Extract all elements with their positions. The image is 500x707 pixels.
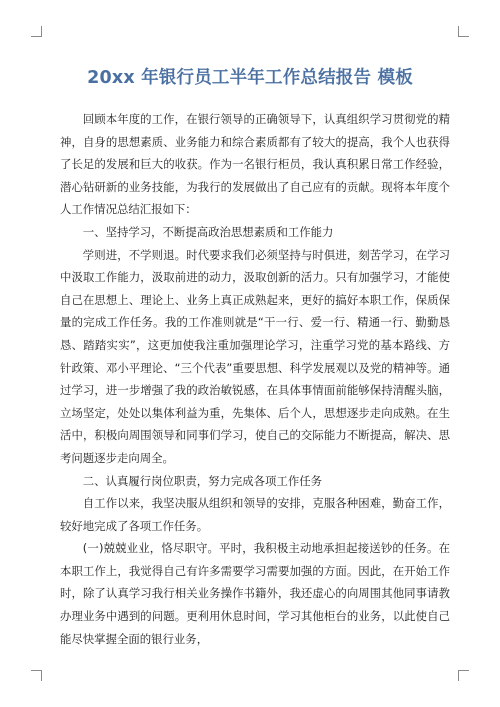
intro-paragraph: 回顾本年度的工作，在银行领导的正确领导下，认真组织学习贯彻党的精神，自身的思想素质、业务能力和综合素质都有了较大的提高，我个人也获得了长足的发展和巨大的收获。作为一名银行柜员，我认真积累日常工作经验，潜心钻研新的业务技能，为我行的发展做出了自己应有的贡献。现将本年度个人工作情况总结汇报如下： <box>60 112 450 217</box>
document-title: 20xx 年银行员工半年工作总结报告 模板 <box>87 68 413 88</box>
section-2-paragraph-1: 自工作以来，我坚决服从组织和领导的安排，克服各种困难，勤奋工作，较好地完成了各项工作任务。 <box>60 496 450 533</box>
section-1-paragraph: 学则进，不学则退。时代要求我们必须坚持与时俱进，刻苦学习，在学习中汲取工作能力，汲取前进的动力，汲取创新的活力。只有加强学习，才能使自己在思想上、理论上、业务上真正成熟起来，更好的搞好本职工作，保质保量的完成工作任务。我的工作准则就是“干一行、爱一行、精通一行、勤勤恳恳、踏踏实实”，这更加使我注重加强理论学习，注重学习党的基本路线、方针政策、邓小平理论、“三个代表”重要思想、科学发展观以及党的精神等。通过学习，进一步增强了我的政治敏锐感，在具体事情面前能够保持清醒头脑，立场坚定，处处以集体利益为重，先集体、后个人，思想逐步走向成熟。在生活中，积极向周围领导和同事们学习，使自己的交际能力不断提高，解决、思考问题逐步走向周全。 <box>60 247 450 465</box>
section-heading-2: 二、认真履行岗位职责，努力完成各项工作任务 <box>82 473 323 488</box>
crop-mark-top-left <box>31 26 42 37</box>
section-2-paragraph-2: (一)兢兢业业，恪尽职守。平时，我积极主动地承担起接送钞的任务。在本职工作上，我觉得自己有许多需要学习需要加强的方面。因此，在开始工作时，除了认真学习我行相关业务操作书籍外，我还虚心的向周围其他同事请教办理业务中遇到的问题。更利用休息时间，学习其他柜台的业务，以此使自己能尽快掌握全面的银行业务， <box>60 541 450 646</box>
crop-mark-bottom-left <box>31 670 42 681</box>
crop-mark-top-right <box>458 26 469 37</box>
section-heading-1: 一、坚持学习，不断提高政治思想素质和工作能力 <box>82 224 334 239</box>
document-body <box>60 108 450 650</box>
crop-mark-bottom-right <box>458 670 469 681</box>
